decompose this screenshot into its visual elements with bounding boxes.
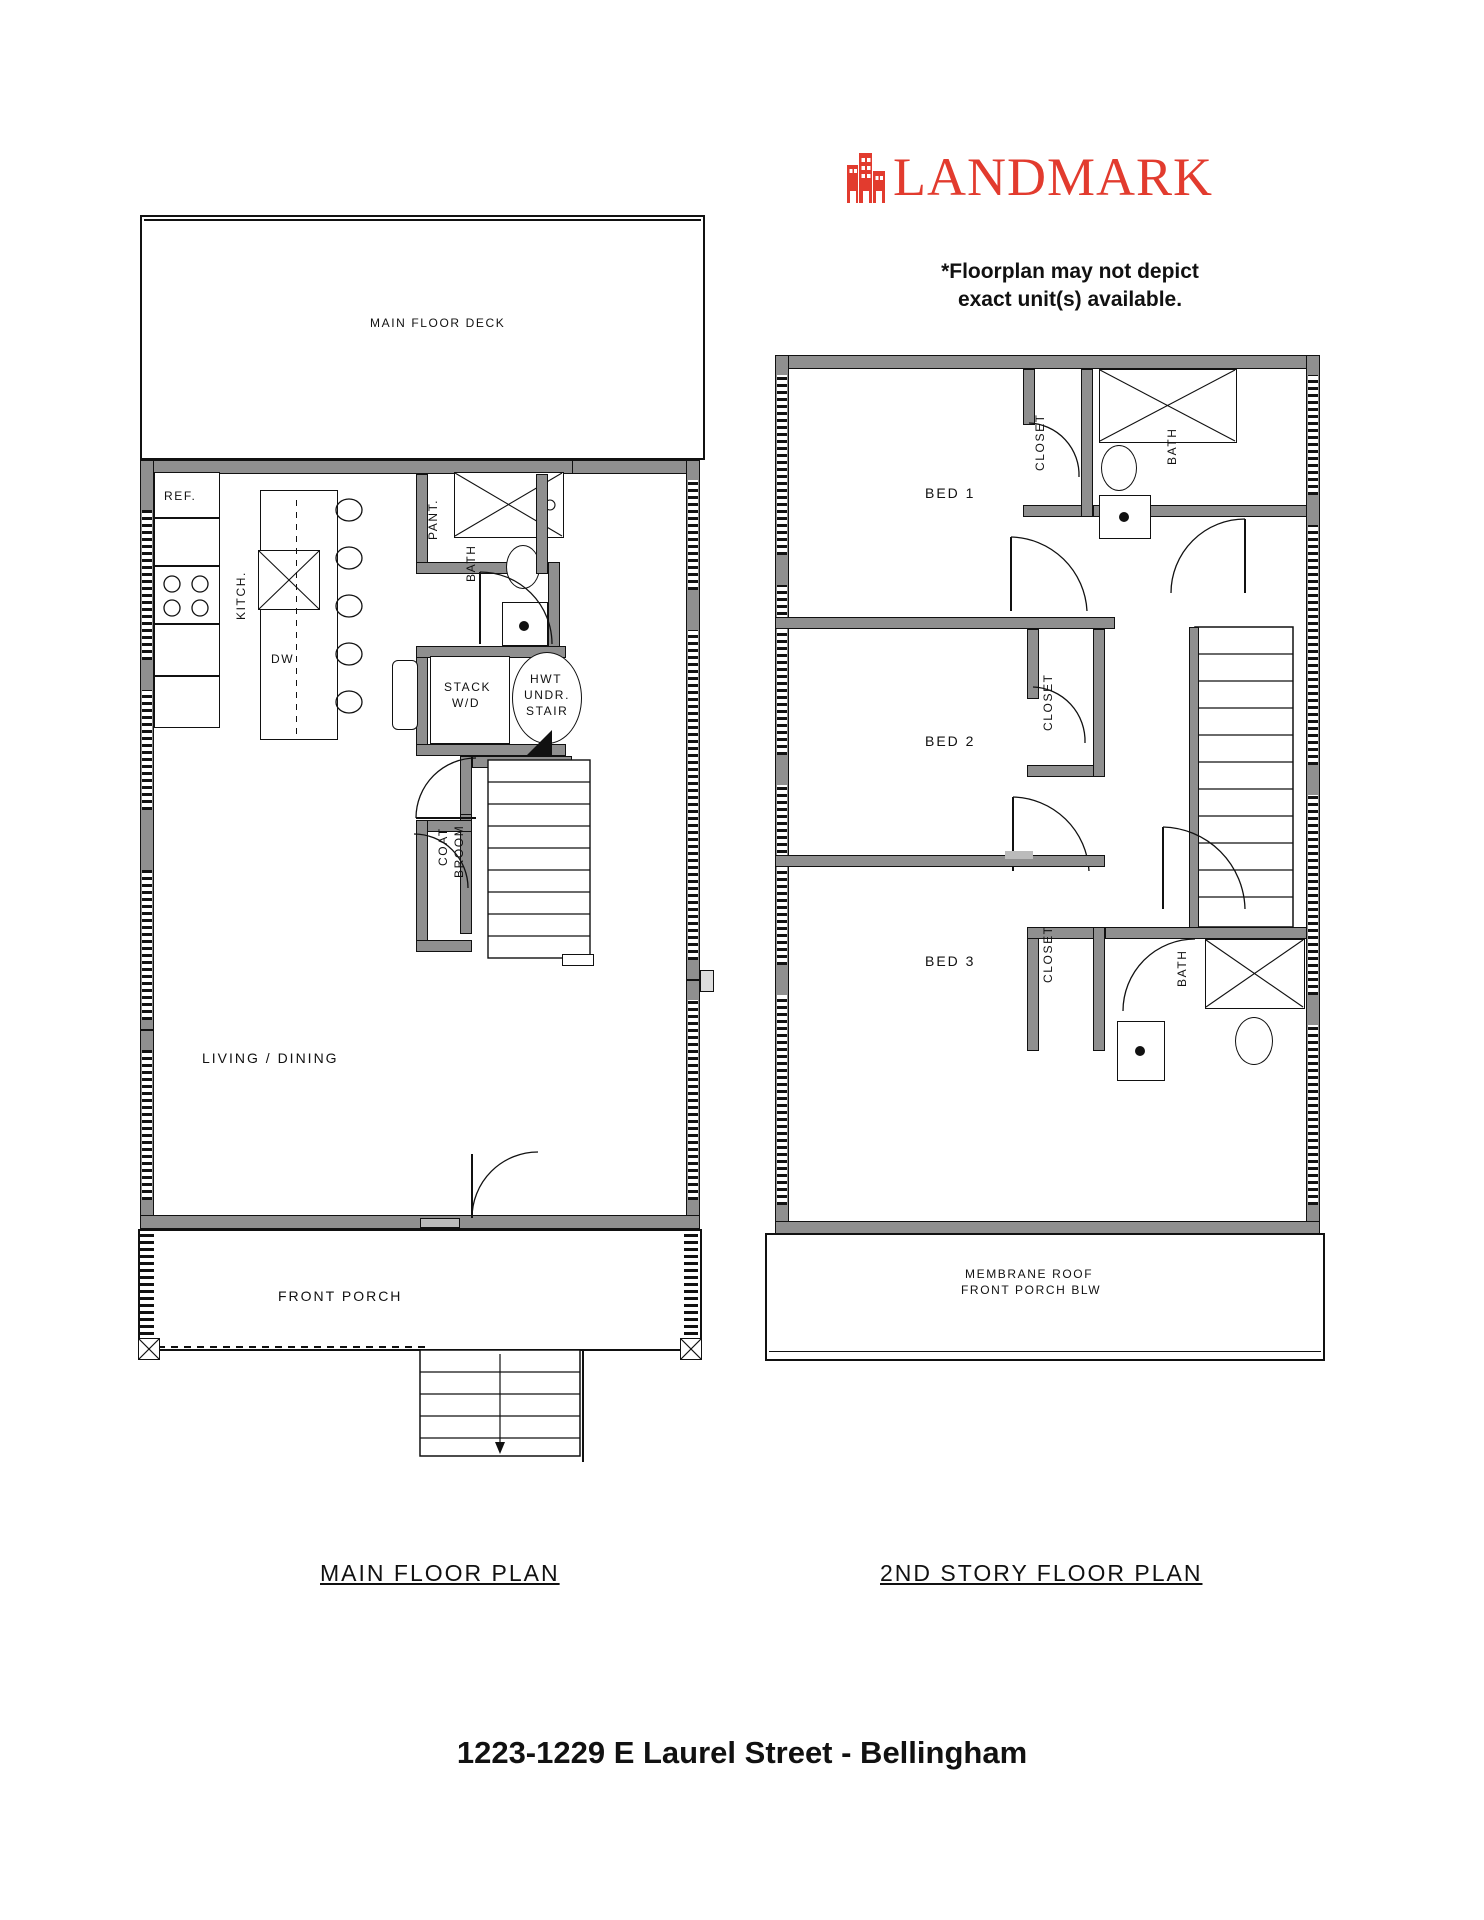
- bath-label: BATH: [464, 544, 478, 582]
- right-window-2c: [1308, 795, 1318, 995]
- counter-3: [154, 676, 220, 728]
- left-window-2c: [777, 785, 787, 965]
- bed2-closet-label: CLOSET: [1041, 673, 1055, 731]
- rear-wall-2: [775, 355, 1320, 369]
- right-window-2a: [1308, 375, 1318, 495]
- porch-rail-right: [684, 1231, 698, 1349]
- bath-bottom-label: BATH: [1175, 949, 1189, 987]
- bed2-closet-wall-right: [1093, 629, 1105, 777]
- bed2-label: BED 2: [925, 733, 976, 749]
- front-porch: [138, 1229, 702, 1351]
- pantry-label: PANT.: [426, 498, 440, 540]
- bed3-closet-wall-right: [1093, 927, 1105, 1051]
- stair-under-marker: [526, 730, 552, 756]
- hwt-label-2: UNDR.: [524, 688, 570, 702]
- second-story-floor-plan: [765, 355, 1335, 1415]
- kitchen-island: [260, 490, 338, 740]
- hwt-label-1: HWT: [530, 672, 563, 686]
- exterior-jog: [700, 970, 714, 992]
- roof-edge-line: [769, 1351, 1321, 1352]
- main-floor-plan: [130, 210, 710, 1500]
- left-window-3: [142, 870, 152, 1020]
- bed1-closet-label: CLOSET: [1033, 413, 1047, 471]
- stack-label-2: W/D: [452, 696, 481, 710]
- door-threshold-bed3: [1005, 851, 1033, 859]
- closet-detail: [392, 660, 418, 730]
- counter-1: [154, 518, 220, 566]
- left-window-2: [142, 690, 152, 810]
- brand-name: LANDMARK: [893, 147, 1214, 207]
- living-dining-label: LIVING / DINING: [202, 1050, 339, 1066]
- disclaimer-line-2: exact unit(s) available.: [957, 288, 1183, 312]
- island-centerline: [296, 498, 297, 734]
- rear-wall-right: [572, 460, 700, 474]
- divider-bed1-bed2: [775, 617, 1115, 629]
- left-window-2a: [777, 375, 787, 555]
- right-window-2b: [1308, 525, 1318, 765]
- coat-label-1: COAT: [436, 827, 450, 866]
- stair-rail: [582, 1350, 584, 1462]
- left-window-2b: [777, 585, 787, 755]
- bed3-closet-label: CLOSET: [1041, 925, 1055, 983]
- disclaimer-line-1: *Floorplan may not depict: [941, 260, 1199, 283]
- disclaimer: [905, 258, 1235, 315]
- membrane-roof: [765, 1233, 1325, 1361]
- coat-wall-bottom: [416, 940, 472, 952]
- kitchen-label: KITCH.: [234, 571, 248, 620]
- porch-edge-dashed: [158, 1346, 428, 1348]
- right-window-3: [688, 1000, 698, 1200]
- divider-bed2-bed3: [775, 855, 1105, 867]
- bath-top-label: BATH: [1165, 427, 1179, 465]
- wall-gap: [562, 954, 594, 966]
- bath-wall-left: [536, 474, 548, 574]
- toilet-bottom: [1235, 1017, 1273, 1065]
- hwt-label-3: STAIR: [526, 704, 569, 718]
- front-porch-label: FRONT PORCH: [278, 1288, 403, 1304]
- left-window-4: [142, 1050, 152, 1200]
- brand-logo: [845, 147, 1214, 207]
- toilet-top: [1101, 445, 1137, 491]
- counter-2: [154, 624, 220, 676]
- front-threshold: [420, 1218, 460, 1228]
- left-window-1: [142, 510, 152, 660]
- right-window-1: [688, 480, 698, 590]
- right-window-2: [688, 630, 698, 960]
- bed1-label: BED 1: [925, 485, 976, 501]
- porch-rail-left: [140, 1231, 154, 1349]
- deck-inner-edge: [144, 219, 701, 221]
- stack-label-1: STACK: [444, 680, 492, 694]
- roof-label-1: MEMBRANE ROOF: [965, 1267, 1094, 1281]
- building-skyline-icon: [845, 151, 887, 203]
- deck-label: MAIN FLOOR DECK: [370, 316, 506, 330]
- main-floor-caption: MAIN FLOOR PLAN: [320, 1560, 560, 1586]
- left-window-2d: [777, 995, 787, 1205]
- second-story-caption: 2ND STORY FLOOR PLAN: [880, 1560, 1203, 1586]
- dw-label: DW: [271, 652, 295, 666]
- main-floor-deck: [140, 215, 705, 460]
- coat-label-2: BROOM: [452, 824, 466, 878]
- ref-label: REF.: [164, 489, 197, 503]
- bed3-closet-wall-left: [1027, 927, 1039, 1051]
- right-window-2d: [1308, 1025, 1318, 1205]
- roof-label-2: FRONT PORCH BLW: [961, 1283, 1102, 1297]
- bed3-label: BED 3: [925, 953, 976, 969]
- page-title: 1223-1229 E Laurel Street - Bellingham: [456, 1735, 1028, 1770]
